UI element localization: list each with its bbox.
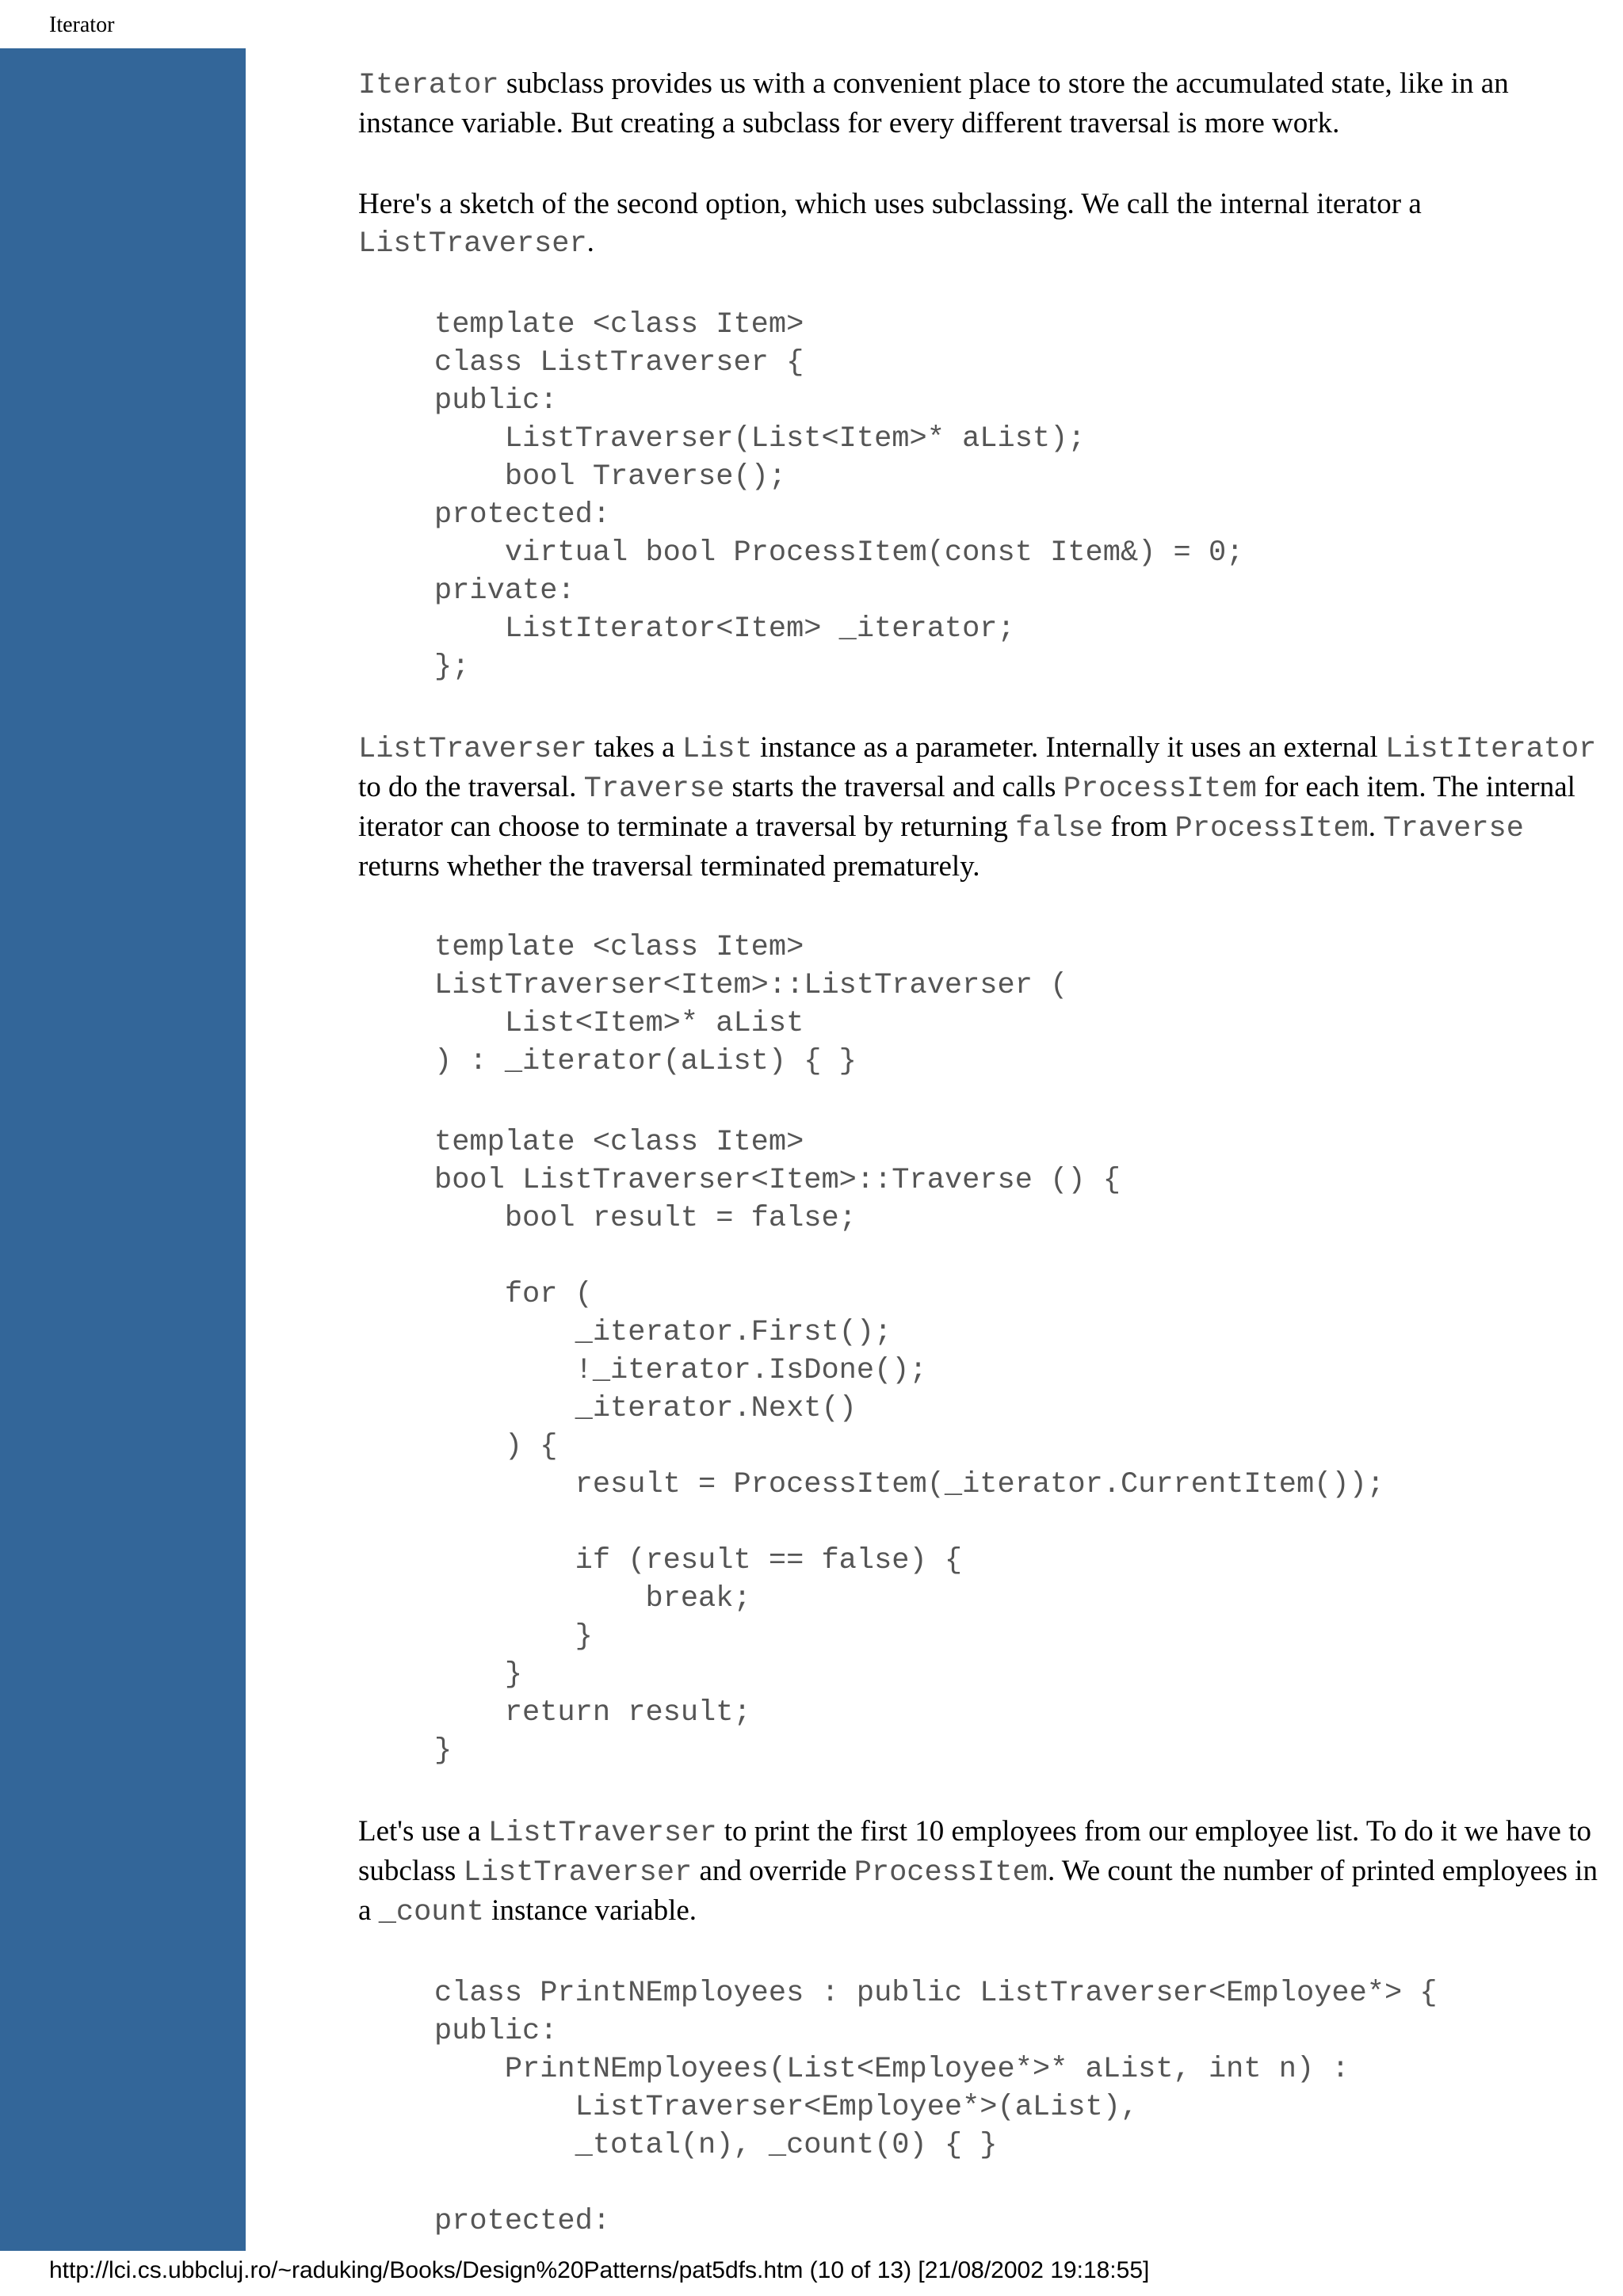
- code-listtraverser-class: template <class Item> class ListTraverser { public: ListTraverser(List<Item>* aList); bool Traverse(); protected: virtual bool ProcessItem(const Item&) = 0; private: ListIterator<Item> _iterator; };: [434, 308, 1244, 684]
- inline-code: Traverse: [583, 772, 725, 806]
- document-content: [358, 65, 1610, 2283]
- code-listtraverser-constructor: template <class Item> ListTraverser<Item>::ListTraverser ( List<Item>* aList ) : _iterator(aList) { }: [434, 931, 1068, 1078]
- inline-code: _count: [378, 1896, 484, 1929]
- inline-code: ListTraverser: [487, 1817, 717, 1850]
- inline-code: ProcessItem: [1174, 812, 1369, 845]
- left-sidebar-band: [0, 48, 246, 2251]
- paragraph-print-employees: Let's use a ListTraverser to print the first 10 employees from our employee list. To do it we have to subclass ListTraverser and override ProcessItem. We count the number of printed employees in a _count instance variable.: [358, 1815, 1598, 1929]
- paragraph-second-option: Here's a sketch of the second option, which uses subclassing. We call the internal iterator a ListTraverser.: [358, 188, 1422, 261]
- paragraph-iterator-subclass: Iterator subclass provides us with a convenient place to store the accumulated state, like in an instance variable. But creating a subclass for every different traversal is more work.: [358, 67, 1509, 139]
- page-header-title: Iterator: [49, 13, 115, 37]
- inline-code: ListIterator: [1384, 733, 1597, 766]
- inline-code: false: [1015, 812, 1104, 845]
- inline-code: ListTraverser: [358, 227, 587, 261]
- inline-code: ListTraverser: [463, 1856, 693, 1890]
- page-footer-url: http://lci.cs.ubbcluj.ro/~raduking/Books/Design%20Patterns/pat5dfs.htm (10 of 13) [21/08/2002 19:18:55]: [49, 2257, 1150, 2283]
- paragraph-listtraverser-description: ListTraverser takes a List instance as a parameter. Internally it uses an external ListIterator to do the traversal. Traverse starts the traversal and calls ProcessItem for each item. The internal iterator can choose to terminate a traversal by returning false from ProcessItem. Traverse returns whether the traversal terminated prematurely.: [358, 731, 1597, 883]
- inline-code: List: [682, 733, 753, 766]
- inline-code: Iterator: [358, 69, 499, 102]
- code-traverse-method: template <class Item> bool ListTraverser<Item>::Traverse () { bool result = false; for ( _iterator.First(); !_iterator.IsDone(); _iterator.Next() ) { result = ProcessItem(_iterator.CurrentItem()); if (result == false) { break; } } return result; }: [434, 1126, 1384, 1768]
- inline-code: ListTraverser: [358, 733, 587, 766]
- inline-code: ProcessItem: [1063, 772, 1257, 806]
- inline-code: Traverse: [1383, 812, 1524, 845]
- code-printnemployees-class: class PrintNEmployees : public ListTraverser<Employee*> { public: PrintNEmployees(List<Employee*>* aList, int n) : ListTraverser<Employee*>(aList), _total(n), _count(0) { } protected:: [434, 1977, 1438, 2238]
- inline-code: ProcessItem: [854, 1856, 1048, 1890]
